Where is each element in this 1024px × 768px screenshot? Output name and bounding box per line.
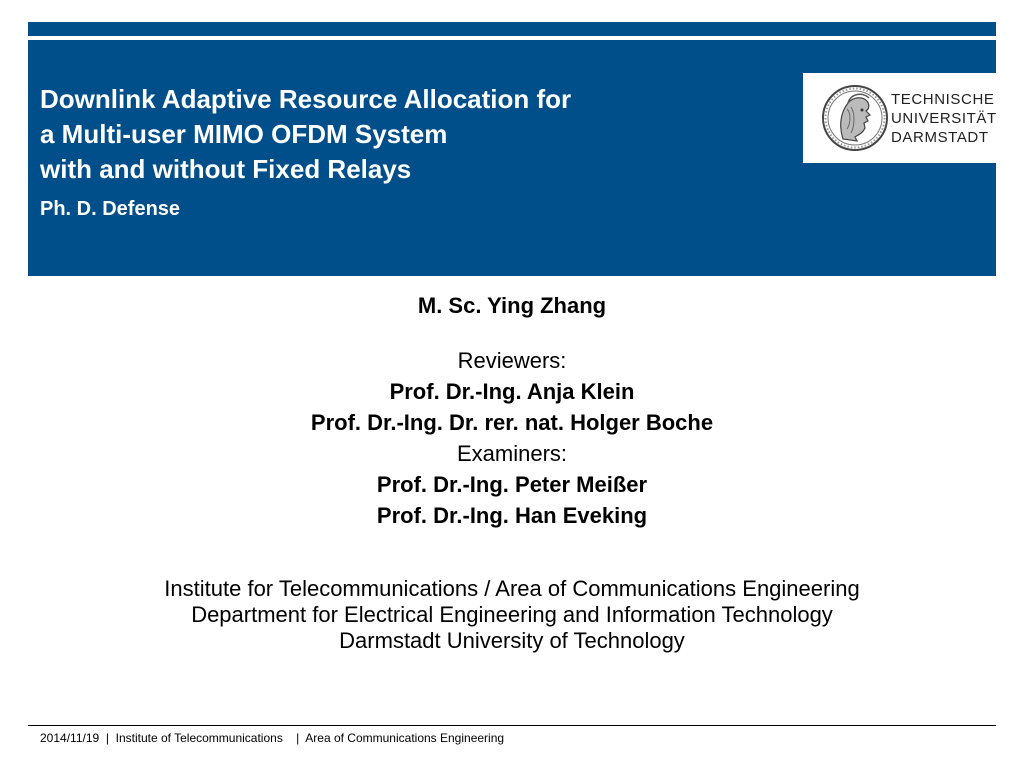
footer-divider: [28, 725, 996, 726]
examiners-heading: Examiners:: [456, 441, 568, 466]
title-banner: [28, 40, 996, 276]
title-line: a Multi-user MIMO OFDM System: [40, 119, 448, 149]
university-logo-wordmark: [891, 90, 997, 147]
reviewer-name: Prof. Dr.-Ing. Anja Klein: [389, 379, 635, 404]
institute-block: [28, 576, 996, 654]
university-logo: [803, 73, 996, 163]
title-line: with and without Fixed Relays: [40, 154, 412, 184]
reviewer-name: Prof. Dr.-Ing. Dr. rer. nat. Holger Boche: [310, 410, 714, 435]
logo-line: TECHNISCHE: [891, 91, 995, 108]
slide-subtitle: Ph. D. Defense: [40, 198, 181, 220]
athena-seal-icon: [821, 83, 889, 153]
logo-line: UNIVERSITÄT: [891, 110, 997, 127]
logo-line: DARMSTADT: [891, 129, 989, 146]
header-top-bar: [28, 22, 996, 36]
department-line: Department for Electrical Engineering and Information Technology: [191, 602, 833, 627]
title-line: Downlink Adaptive Resource Allocation for: [40, 84, 572, 114]
reviewers-heading: Reviewers:: [457, 348, 567, 373]
footer-text: 2014/11/19 | Institute of Telecommunications | Area of Communications Engineering: [40, 731, 505, 745]
slide-title: [40, 82, 571, 187]
university-line: Darmstadt University of Technology: [339, 628, 685, 653]
committee-block: [28, 345, 996, 531]
slide-body: [28, 290, 996, 654]
author-name: M. Sc. Ying Zhang: [417, 293, 607, 318]
examiner-name: Prof. Dr.-Ing. Peter Meißer: [376, 472, 648, 497]
institute-line: Institute for Telecommunications / Area of Communications Engineering: [164, 576, 860, 601]
examiner-name: Prof. Dr.-Ing. Han Eveking: [376, 503, 648, 528]
